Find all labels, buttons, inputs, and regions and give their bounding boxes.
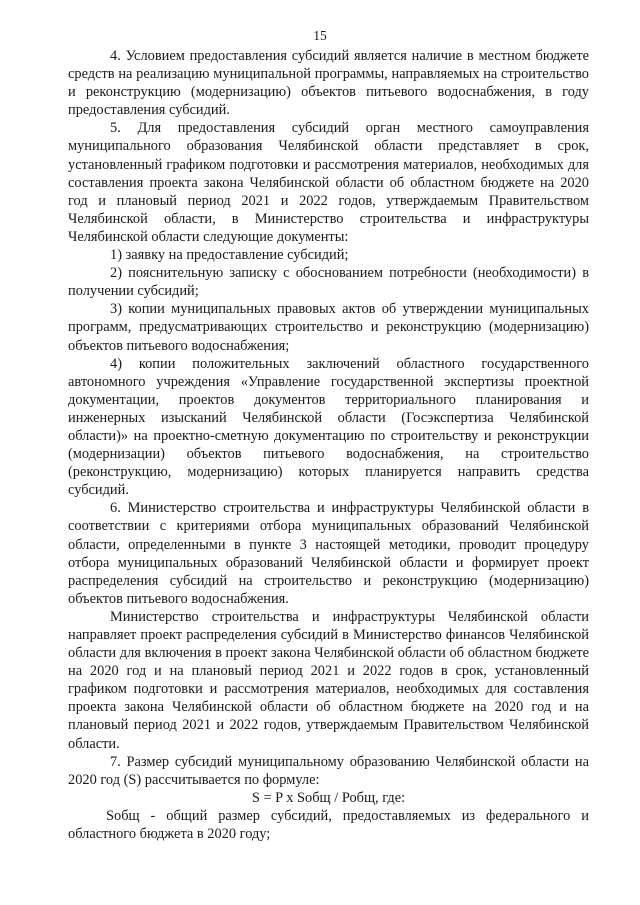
formula-definition-sobsh: Sобщ - общий размер субсидий, предоставляемых из федерального и областного бюджета в 2020 году;: [68, 807, 589, 843]
paragraph-item-7: 7. Размер субсидий муниципальному образованию Челябинской области на 2020 год (S) рассчитывается по формуле:: [68, 753, 589, 788]
list-item-1: 1) заявку на предоставление субсидий;: [110, 247, 349, 264]
paragraph-item-6: 6. Министерство строительства и инфраструктуры Челябинской области в соответствии с критериями отбора муниципальных образований Челябинской области, определенными в пункте 3 настоящей методики, проводит процедуру отбора муниципальных образований Челябинской области и формирует проект распределения субсидий на строительство и реконструкцию (модернизацию) объектов питьевого водоснабжения.: [68, 500, 589, 607]
document-body: [68, 47, 589, 843]
paragraph-item-4: 4. Условием предоставления субсидий является наличие в местном бюджете средств на реализацию муниципальной программы, направляемых на строительство и реконструкцию (модернизацию) объектов питьевого водоснабжения, в году предоставления субсидий.: [68, 48, 589, 119]
list-item-4: 4) копии положительных заключений областного государственного автономного учреждения «Управление государственной экспертизы проектной документации, проектов документов территориального планирования и инженерных изысканий Челябинской области (Госэкспертиза Челябинской области)» на проектно-сметную документацию по строительству и реконструкции (модернизации) объектов питьевого водоснабжения, на строительство (реконструкцию, модернизацию) которых планируется направить средства субсидий.: [68, 355, 589, 499]
paragraph-ministry-submission: Министерство строительства и инфраструктуры Челябинской области направляет проект распределения субсидий в Министерство финансов Челябинской области для включения в проект закона Челябинской области об областном бюджете на 2020 год и на плановый период 2021 и 2022 годов в срок, установленный графиком подготовки и рассмотрения материалов, необходимых для составления проекта закона Челябинской области об областном бюджете на 2020 год и на плановый период 2021 и 2022 годов, утверждаемым Правительством Челябинской области.: [68, 608, 589, 752]
list-item-3: 3) копии муниципальных правовых актов об утверждении муниципальных программ, предусматривающих строительство и реконструкцию (модернизацию) объектов питьевого водоснабжения;: [68, 301, 589, 354]
page-number: 15: [313, 28, 327, 43]
formula: S = P x Sобщ / Робщ, где:: [251, 789, 406, 806]
list-item-2: 2) пояснительную записку с обоснованием потребности (необходимости) в получении субсидий;: [68, 265, 589, 300]
paragraph-item-5: 5. Для предоставления субсидий орган местного самоуправления муниципального образования Челябинской области представляет в срок, установленный графиком подготовки и рассмотрения материалов, необходимых для составления проекта закона Челябинской области об областном бюджете на 2020 год и плановый период 2021 и 2022 годов, утверждаемым Правительством Челябинской области, в Министерство строительства и инфраструктуры Челябинской области следующие документы:: [68, 120, 589, 245]
